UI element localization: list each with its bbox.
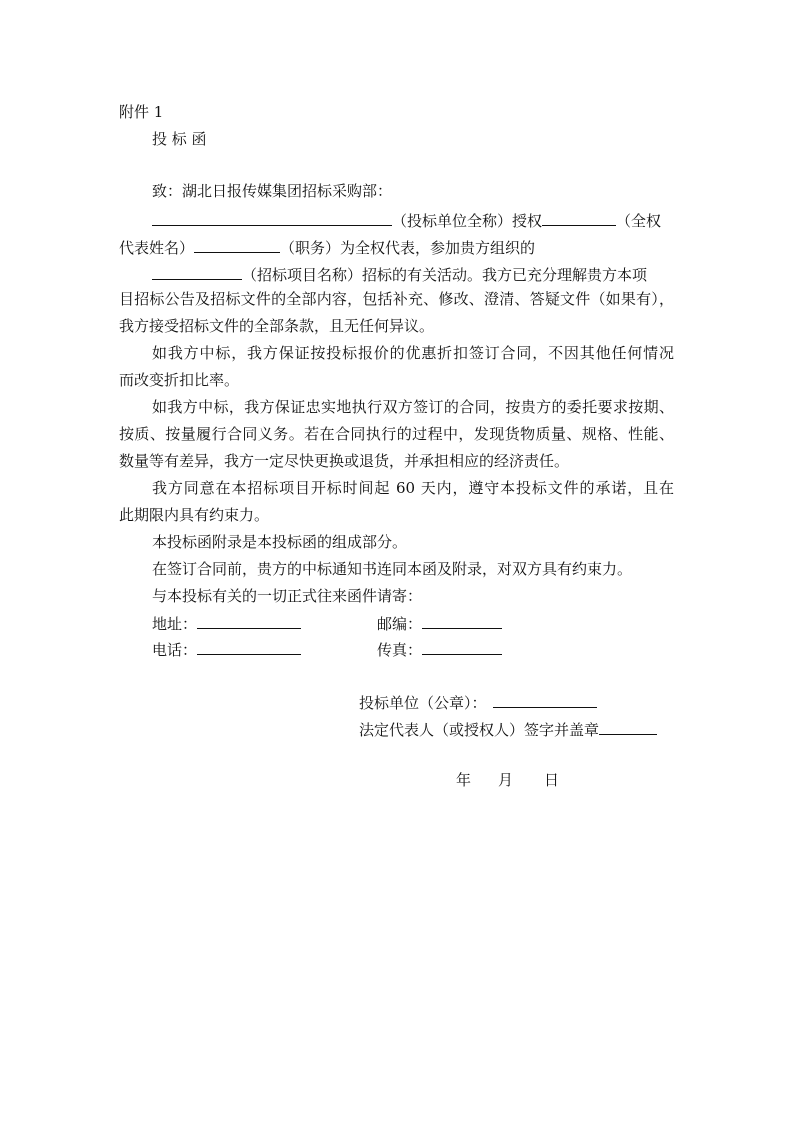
date-year: 年 <box>456 771 472 789</box>
para1-line1-text-a: （投标单位全称）授权 <box>392 212 543 230</box>
para1-line1-text-b: （全权 <box>616 212 662 230</box>
para1-line3-text: （招标项目名称）招标的有关活动。我方已充分理解贵方本项 <box>242 266 648 284</box>
bidder-name-blank <box>152 208 392 226</box>
para7: 与本投标有关的一切正式往来函件请寄： <box>152 587 423 605</box>
address-field <box>152 611 301 634</box>
bidder-seal-blank <box>493 690 597 708</box>
phone-field <box>152 637 301 660</box>
bidder-seal-label: 投标单位（公章）： <box>359 694 487 712</box>
legal-rep-field <box>359 717 657 740</box>
bidder-seal-field <box>359 690 597 713</box>
legal-rep-blank <box>599 717 657 735</box>
date-month: 月 <box>498 771 514 789</box>
postcode-blank <box>422 611 502 629</box>
para2-line1: 如我方中标，我方保证按投标报价的优惠折扣签订合同，不因其他任何情况 <box>152 344 674 362</box>
fax-blank <box>422 637 502 655</box>
para4-line1: 我方同意在本招标项目开标时间起 60 天内，遵守本投标文件的承诺，且在 <box>152 479 674 497</box>
para1-line3 <box>152 262 647 285</box>
para4-line2: 此期限内具有约束力。 <box>119 506 270 524</box>
para1-line2-text-b: （职务）为全权代表，参加贵方组织的 <box>280 239 536 257</box>
legal-rep-label: 法定代表人（或授权人）签字并盖章 <box>359 721 600 739</box>
authorized-rep-blank <box>542 208 616 226</box>
salutation: 致：湖北日报传媒集团招标采购部： <box>152 182 393 200</box>
date-day: 日 <box>544 771 560 789</box>
para1-line4: 目招标公告及招标文件的全部内容，包括补充、修改、澄清、答疑文件（如果有）， <box>119 290 674 308</box>
para1-line2-text-a: 代表姓名） <box>119 239 195 257</box>
para5: 本投标函附录是本投标函的组成部分。 <box>152 533 408 551</box>
para1-line1 <box>152 208 661 231</box>
document-title: 投 标 函 <box>152 130 207 148</box>
para3-line2: 按质、按量履行合同义务。若在合同执行的过程中，发现货物质量、规格、性能、 <box>119 425 674 443</box>
project-name-blank <box>152 262 242 280</box>
phone-label: 电话： <box>152 641 198 659</box>
fax-label: 传真： <box>377 641 423 659</box>
position-blank <box>194 235 280 253</box>
address-label: 地址： <box>152 615 198 633</box>
attachment-label: 附件 1 <box>119 103 164 121</box>
para1-line2 <box>119 235 535 258</box>
fax-field <box>377 637 502 660</box>
para2-line2: 而改变折扣比率。 <box>119 371 240 389</box>
address-blank <box>197 611 301 629</box>
para6: 在签订合同前，贵方的中标通知书连同本函及附录，对双方具有约束力。 <box>152 560 633 578</box>
postcode-label: 邮编： <box>377 615 423 633</box>
para3-line3: 数量等有差异，我方一定尽快更换或退货，并承担相应的经济责任。 <box>119 452 570 470</box>
para1-line5: 我方接受招标文件的全部条款，且无任何异议。 <box>119 317 435 335</box>
para3-line1: 如我方中标，我方保证忠实地执行双方签订的合同，按贵方的委托要求按期、 <box>152 398 674 416</box>
phone-blank <box>197 637 301 655</box>
postcode-field <box>377 611 502 634</box>
